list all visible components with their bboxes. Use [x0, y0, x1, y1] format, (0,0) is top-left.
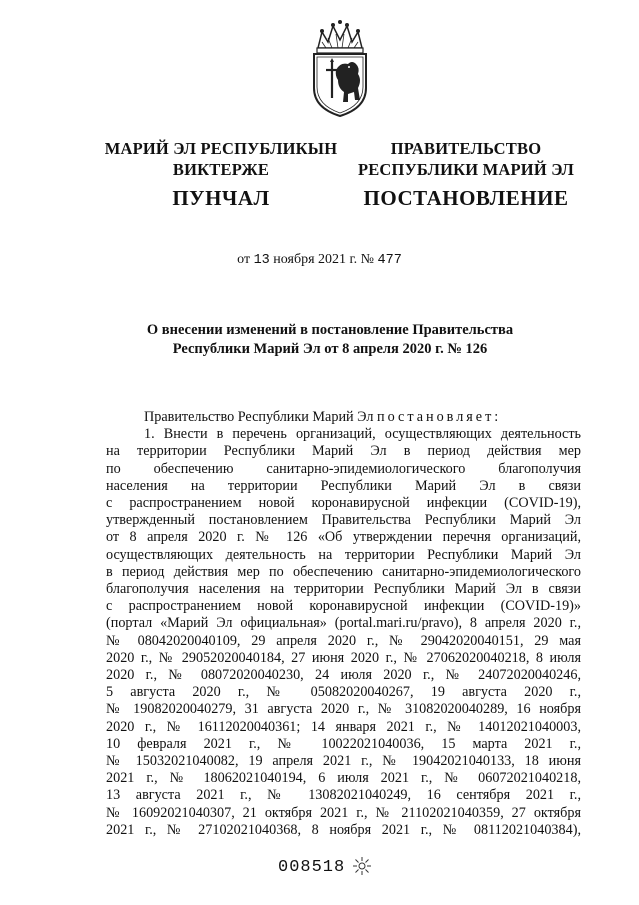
document-title [60, 321, 600, 359]
title-line1: О внесении изменений в постановление Правительства [146, 322, 514, 338]
body-line: 2020 г., № 16112020040361; 14 января 2021 г., № 14012021040003, [106, 718, 581, 735]
body-line: 1. Внести в перечень организаций, осуществляющих деятельность [144, 426, 581, 443]
asterisk-stamp-icon [352, 856, 372, 876]
date-middle: ноября 2021 г. № [273, 252, 375, 267]
body-line: 2021 г., № 27102021040368, 8 ноября 2021 г., № 08112021040384), [106, 821, 581, 838]
header-right-line2: РЕСПУБЛИКИ МАРИЙ ЭЛ [357, 160, 575, 179]
body-line: с распространением новой коронавирусной инфекции (COVID-19), [106, 495, 581, 512]
body-line: 5 августа 2020 г., № 05082020040267, 19 августа 2020 г., [106, 684, 581, 701]
body-intro-line [106, 409, 581, 426]
body-line: 2020 г., № 29052020040184, 27 июня 2020 г., № 27062020040218, 8 июля [106, 649, 581, 666]
body-intro-spaced: постановляет: [376, 409, 502, 425]
body-line: 2020 г., № 08072020040230, 24 июля 2020 г., № 24072020040246, [106, 667, 581, 684]
body-line: на территории Республики Марий Эл в период действия мер [106, 443, 581, 460]
body-line: 2021 г., № 18062021040194, 6 июля 2021 г., № 06072021040218, [106, 770, 581, 787]
body-line: в период действия мер по обеспечению санитарно-эпидемиологического [106, 563, 581, 580]
body-line: по обеспечению санитарно-эпидемиологического благополучия [106, 460, 581, 477]
body-line: населения на территории Республики Марий Эл в связи [106, 477, 581, 494]
body-line: 10 февраля 2021 г., № 10022021040036, 15 марта 2021 г., [106, 735, 581, 752]
body-line: с распространением новой коронавирусной инфекции (COVID-19)» [106, 598, 581, 615]
header-right [356, 138, 576, 212]
body-line: № 15032021040082, 19 апреля 2021 г., № 19042021040133, 18 июня [106, 753, 581, 770]
serial-number: 008518 [278, 858, 346, 877]
body-line: осуществляющих деятельность на территории Республики Марий Эл [106, 546, 581, 563]
header-left [96, 138, 346, 212]
body-intro: Правительство Республики Марий Эл [144, 409, 374, 425]
body-line: от 8 апреля 2020 г. № 126 «Об утверждении перечня организаций, [106, 529, 581, 546]
body-line: (портал «Марий Эл официальная» (portal.mari.ru/pravo), 8 апреля 2020 г., [106, 615, 581, 632]
body-line: утвержденный постановлением Правительства Республики Марий Эл [106, 512, 581, 529]
header-left-line1: МАРИЙ ЭЛ РЕСПУБЛИКЫН [104, 139, 338, 158]
document-number: 477 [377, 253, 402, 268]
date-day: 13 [253, 253, 270, 268]
header-left-doc-type: ПУНЧАЛ [172, 186, 270, 210]
date-prefix: от [237, 252, 251, 267]
coat-of-arms-icon [302, 18, 378, 118]
body-line: № 16092021040307, 21 октября 2021 г., № 21102021040359, 27 октября [106, 804, 581, 821]
header-right-line1: ПРАВИТЕЛЬСТВО [390, 139, 542, 158]
body-line: № 08042020040109, 29 апреля 2020 г., № 29042020040151, 29 мая [106, 632, 581, 649]
header-right-doc-type: ПОСТАНОВЛЕНИЕ [363, 186, 569, 210]
header-left-line2: ВИКТЕРЖЕ [172, 160, 270, 179]
body-line: благополучия населения на территории Республики Марий Эл в связи [106, 581, 581, 598]
body-line: 13 августа 2021 г., № 13082021040249, 16 сентября 2021 г., [106, 787, 581, 804]
date-line [0, 252, 639, 268]
title-line2: Республики Марий Эл от 8 апреля 2020 г. № 126 [172, 341, 488, 357]
body-line: № 19082020040279, 31 августа 2020 г., № 31082020040289, 16 ноября [106, 701, 581, 718]
document-body [106, 409, 581, 839]
